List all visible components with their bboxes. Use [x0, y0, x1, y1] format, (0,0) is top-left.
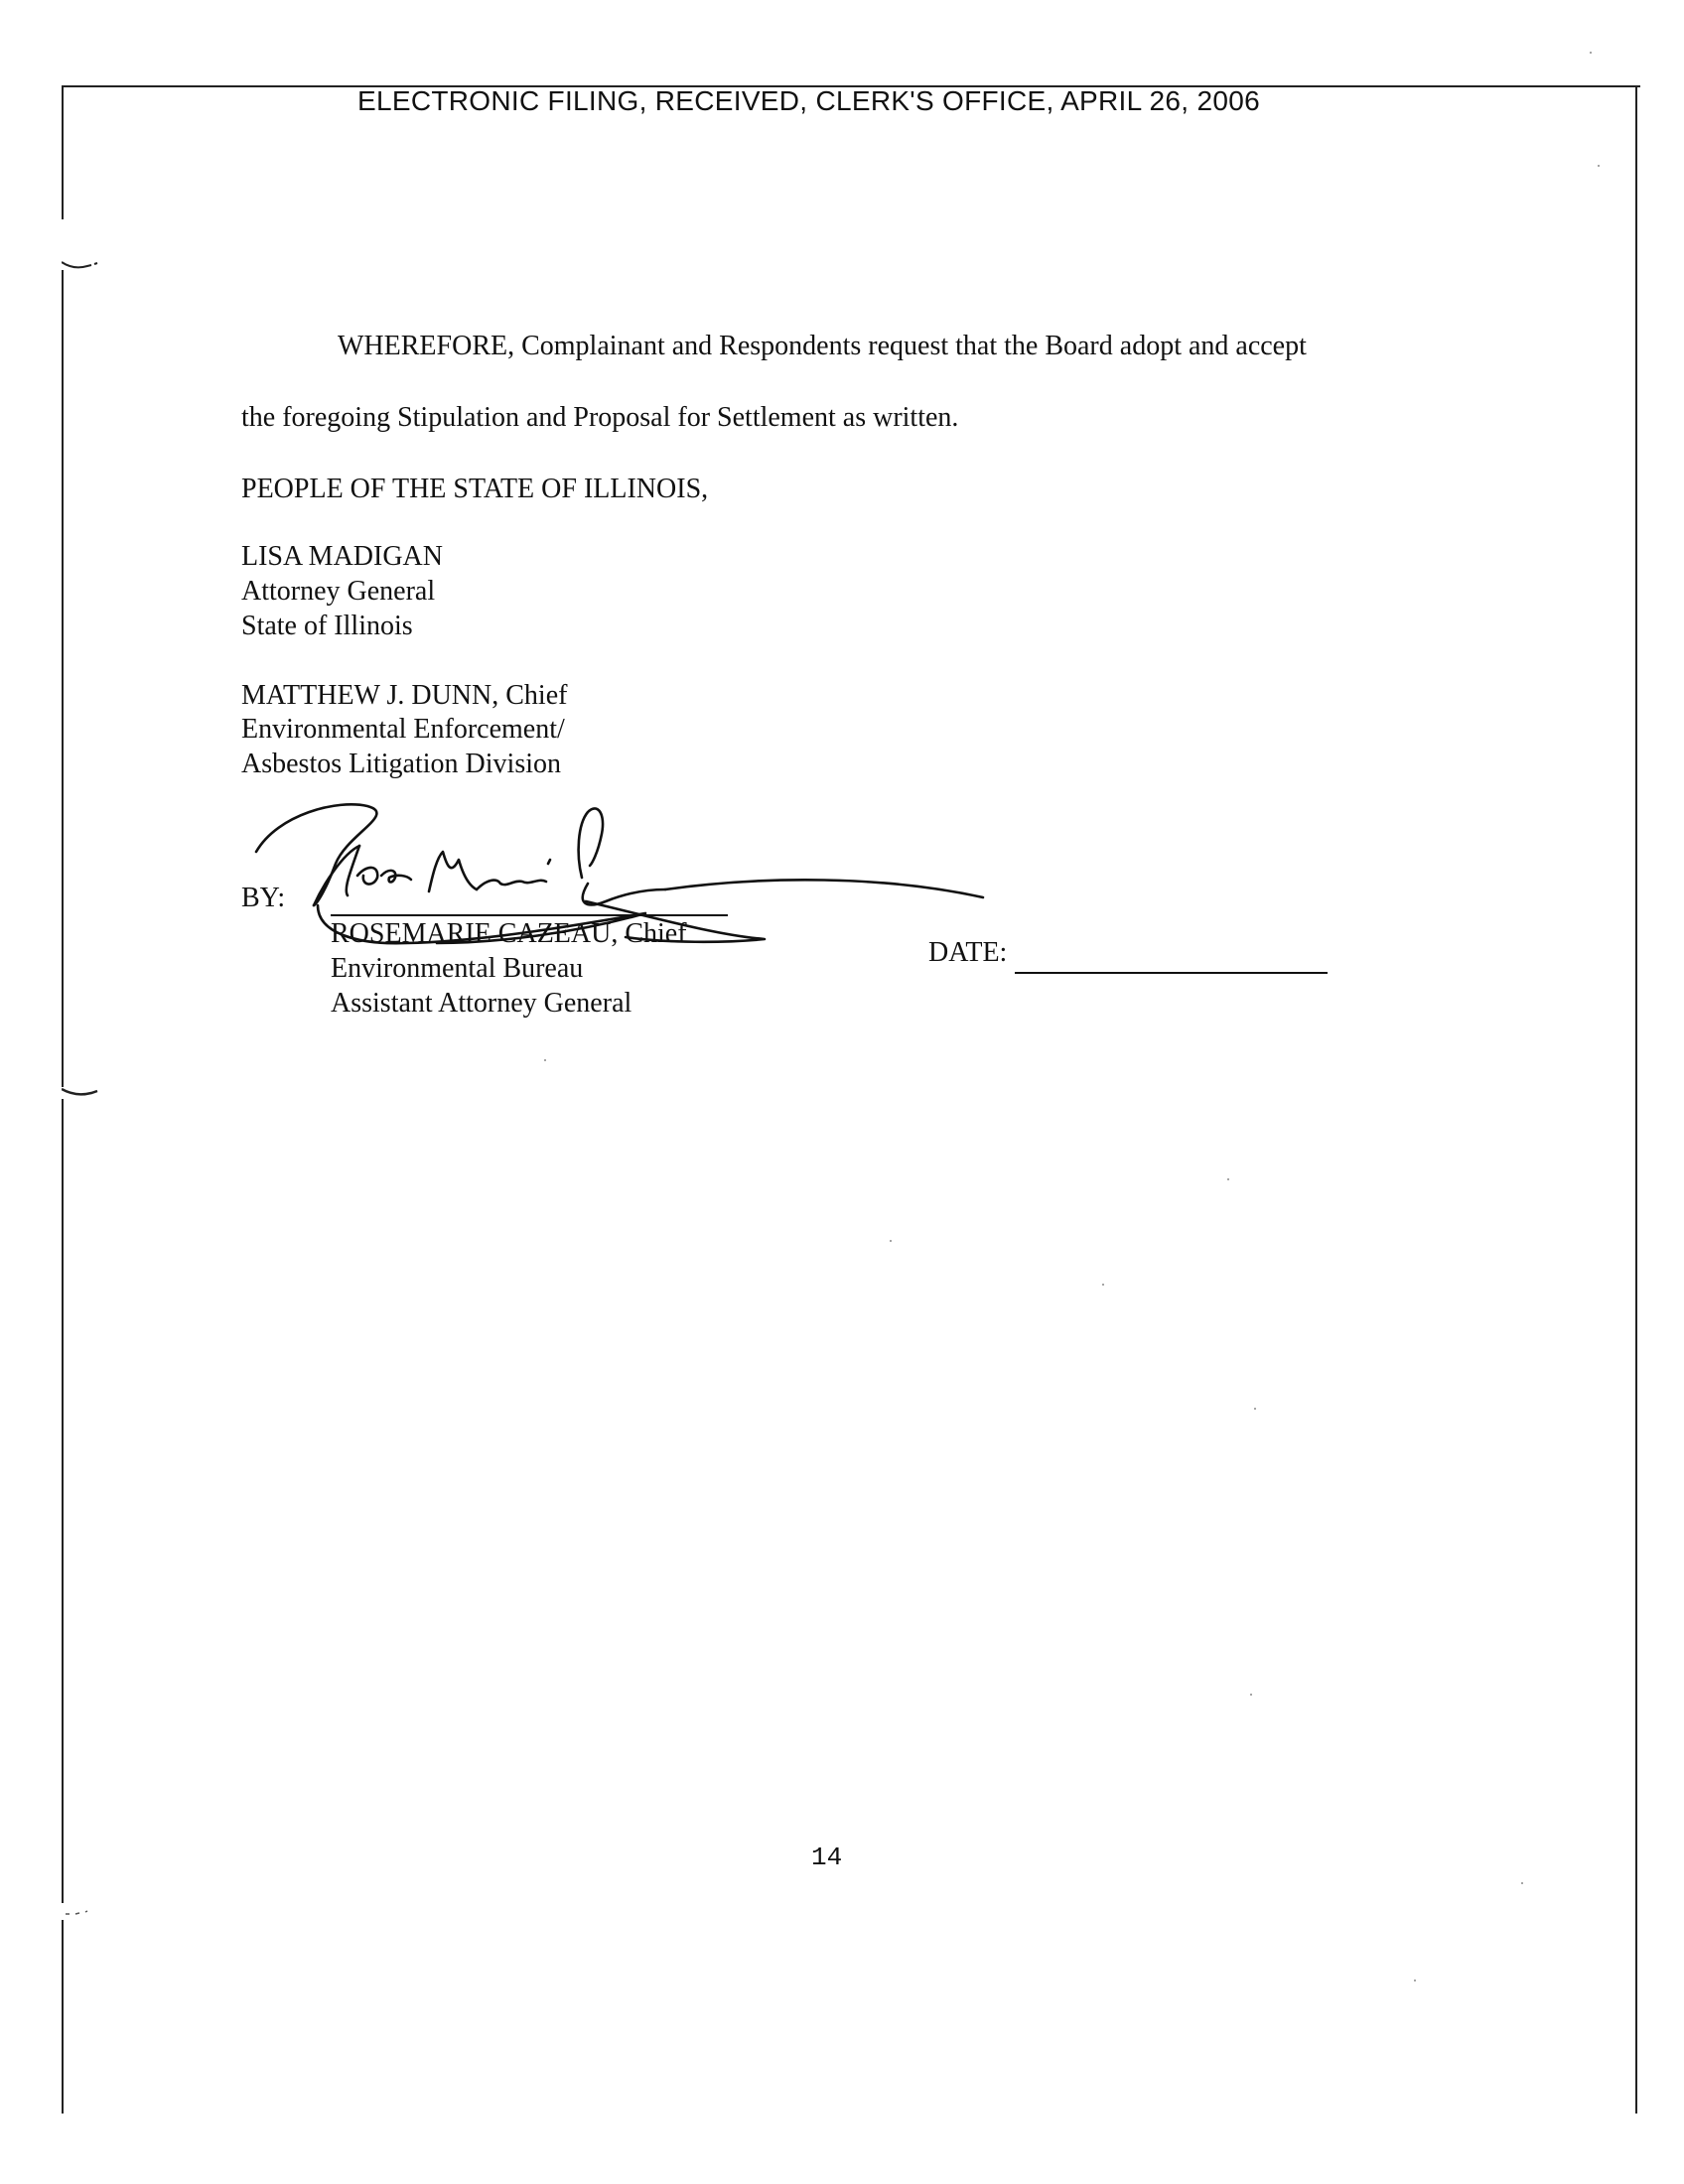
paragraph-line-1: WHEREFORE, Complainant and Respondents request that the Board adopt and accept: [338, 331, 1307, 361]
signer-line-3: Assistant Attorney General: [331, 988, 632, 1019]
handwritten-signature: [248, 794, 1033, 993]
page-number: 14: [811, 1843, 843, 1872]
scan-speck: [1254, 1408, 1256, 1410]
frame-right-line: [1635, 85, 1637, 2114]
scan-speck: [1250, 1694, 1252, 1696]
date-label: DATE:: [928, 937, 1008, 968]
frame-left-line: [62, 85, 64, 219]
frame-left-line: [62, 1920, 64, 2114]
filing-stamp: ELECTRONIC FILING, RECEIVED, CLERK'S OFFICE, APRIL 26, 2006: [357, 85, 1260, 116]
scan-speck: [1227, 1178, 1229, 1180]
attorney-general-name: LISA MADIGAN: [241, 541, 443, 572]
scan-speck: [890, 1240, 892, 1242]
scan-speck: [544, 1059, 546, 1061]
attorney-general-title: Attorney General: [241, 576, 436, 607]
division-chief-name: MATTHEW J. DUNN, Chief: [241, 680, 568, 711]
scan-speck: [1521, 1882, 1523, 1884]
frame-left-line: [62, 270, 64, 1087]
attorney-general-state: State of Illinois: [241, 611, 413, 641]
scan-speck: [1598, 165, 1600, 167]
paragraph-line-2: the foregoing Stipulation and Proposal for Settlement as written.: [241, 402, 959, 433]
signer-line-2: Environmental Bureau: [331, 953, 584, 984]
scan-speck: [1414, 1979, 1416, 1981]
date-blank-line: [1015, 972, 1328, 974]
scan-speck: [1102, 1284, 1104, 1286]
scan-speck: [1590, 52, 1592, 54]
division-chief-line-2: Environmental Enforcement/: [241, 714, 565, 745]
scan-mark: [62, 1087, 101, 1099]
signer-name: ROSEMARIE CAZEAU, Chief: [331, 918, 687, 949]
frame-left-line: [62, 1099, 64, 1903]
by-label: BY:: [241, 883, 286, 913]
scan-mark: [62, 260, 101, 272]
division-chief-line-3: Asbestos Litigation Division: [241, 749, 561, 779]
party-name: PEOPLE OF THE STATE OF ILLINOIS,: [241, 474, 709, 504]
scan-mark: [62, 1908, 101, 1920]
